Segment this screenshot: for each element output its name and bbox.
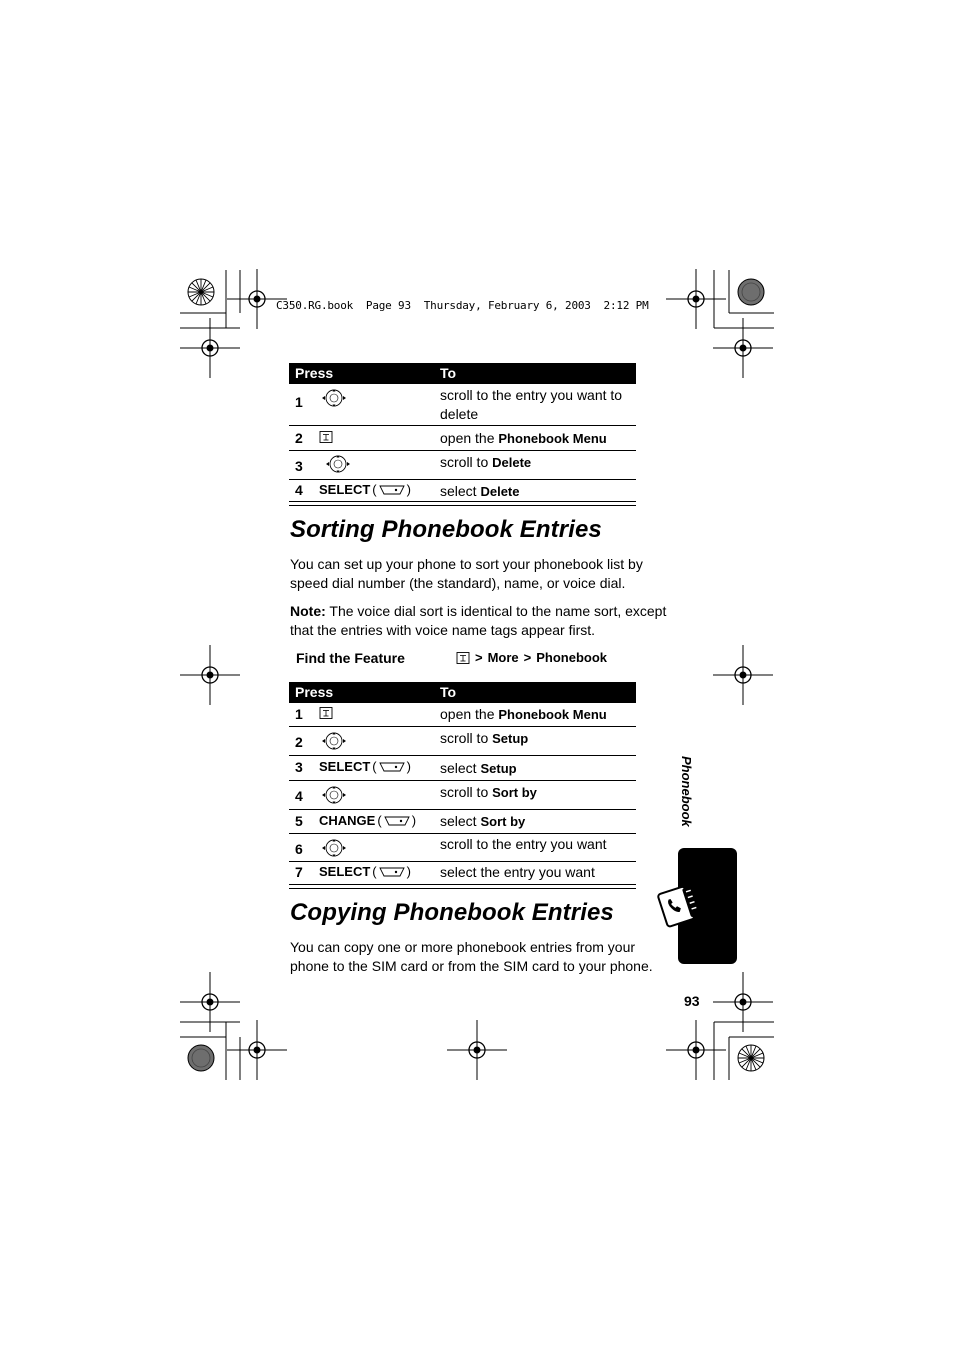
crop-marks-bottom-right [666, 972, 774, 1080]
key-cell [319, 786, 349, 804]
section-title-copying: Copying Phonebook Entries [290, 899, 614, 926]
nav-key-icon [323, 455, 353, 473]
step-number: 3 [295, 759, 303, 775]
key-cell [319, 839, 349, 857]
step-number: 4 [295, 788, 303, 804]
crop-marks-top-left [180, 269, 287, 378]
header-press: Press [295, 365, 334, 381]
key-cell [319, 430, 333, 444]
key-cell [319, 732, 349, 750]
key-cell: SELECT ( ) [319, 864, 411, 879]
menu-key-icon [319, 430, 333, 444]
step-number: 2 [295, 734, 303, 750]
crop-marks-top-right [666, 269, 774, 378]
step-desc: select Sort by [440, 813, 526, 829]
step-number: 6 [295, 841, 303, 857]
header-to: To [440, 365, 457, 381]
step-desc: select the entry you want [440, 864, 595, 880]
step-desc: scroll to Setup [440, 730, 529, 746]
delete-steps-table [289, 363, 636, 506]
step-number: 1 [295, 394, 303, 411]
header-to: To [440, 684, 457, 700]
table-row [289, 781, 636, 810]
step-desc: select Delete [440, 483, 520, 499]
table-row [289, 727, 636, 756]
step-desc: select Setup [440, 760, 517, 776]
step-desc: scroll to the entry you want [440, 836, 607, 852]
table-row [289, 862, 636, 885]
key-cell: SELECT ( ) [319, 759, 411, 774]
soft-key-label: SELECT [319, 482, 371, 497]
table-row [289, 451, 636, 480]
key-cell [319, 706, 333, 720]
copying-paragraph: You can copy one or more phonebook entries from your phone to the SIM card or from the SIM card to your phone. [290, 939, 653, 974]
feature-label: Find the Feature [296, 650, 405, 666]
table-row [289, 480, 636, 502]
step-number: 5 [295, 813, 303, 829]
menu-key-icon [319, 706, 333, 720]
key-cell [323, 455, 353, 473]
step-number: 7 [295, 864, 303, 880]
step-number: 4 [295, 482, 303, 498]
sorting-paragraph: You can set up your phone to sort your phonebook list by speed dial number (the standard), name, or voice dial. [290, 556, 643, 591]
step-desc: scroll to the entry you want to delete [440, 387, 623, 422]
book-slug-header: C350.RG.book Page 93 Thursday, February 6, 2003 2:12 PM [276, 299, 649, 312]
table-row [289, 834, 636, 862]
feature-path: > More > Phonebook [456, 650, 607, 665]
right-soft-key-icon [379, 484, 405, 496]
right-soft-key-icon [379, 866, 405, 878]
right-soft-key-icon [379, 761, 405, 773]
table-header [289, 682, 636, 703]
table-row [289, 426, 636, 451]
table-row [289, 703, 636, 727]
step-number: 1 [295, 706, 303, 722]
nav-key-icon [319, 839, 349, 857]
nav-key-icon [319, 732, 349, 750]
step-desc: open the Phonebook Menu [440, 706, 607, 722]
table-header [289, 363, 636, 384]
step-desc: scroll to Delete [440, 454, 532, 470]
step-number: 3 [295, 458, 303, 474]
page-number: 93 [684, 993, 700, 1009]
crop-marks-bottom-left [180, 972, 287, 1080]
sort-steps-table [289, 682, 636, 889]
sorting-note: Note: The voice dial sort is identical to the name sort, except that the entries with voice name tags appear first. [290, 603, 667, 638]
table-row [289, 384, 636, 426]
table-row [289, 756, 636, 781]
header-press: Press [295, 684, 334, 700]
key-cell [319, 389, 349, 407]
table-row [289, 810, 636, 834]
key-cell: SELECT ( ) [319, 482, 411, 497]
nav-key-icon [319, 389, 349, 407]
step-number: 2 [295, 430, 303, 446]
section-title-sorting: Sorting Phonebook Entries [290, 516, 602, 543]
step-desc: open the Phonebook Menu [440, 430, 607, 446]
right-soft-key-icon [384, 815, 410, 827]
phonebook-icon [654, 884, 702, 928]
key-cell: CHANGE ( ) [319, 813, 417, 828]
step-desc: scroll to Sort by [440, 784, 537, 800]
find-the-feature [296, 650, 636, 670]
nav-key-icon [319, 786, 349, 804]
menu-key-icon [456, 651, 470, 665]
chapter-side-label: Phonebook [679, 756, 694, 827]
